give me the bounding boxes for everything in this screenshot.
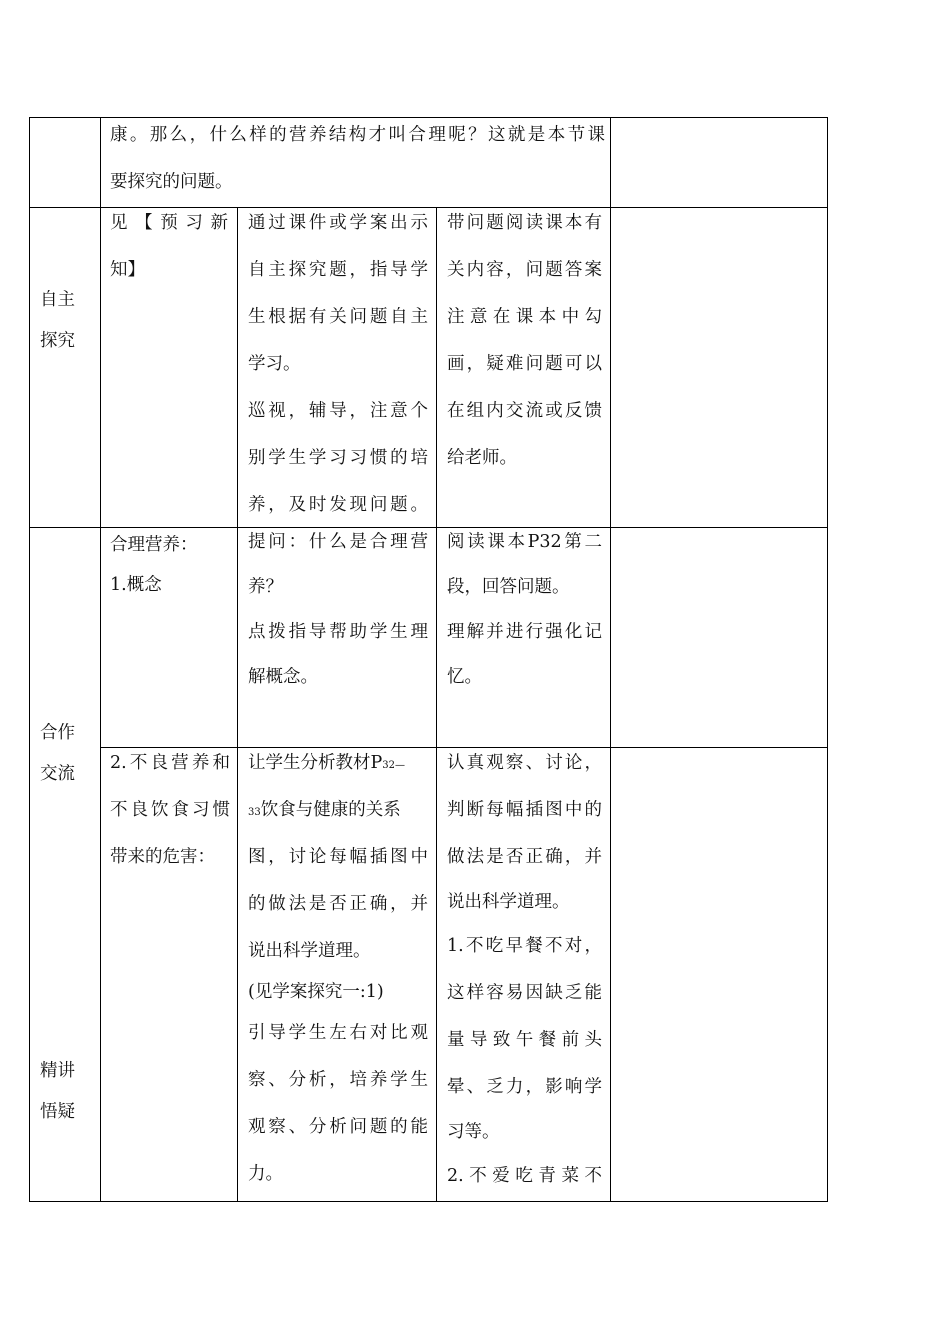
content-line: 带来的危害：	[110, 847, 215, 867]
student-line: 在组内交流或反馈	[447, 401, 602, 421]
student-line: 带问题阅读课本有	[447, 213, 602, 233]
content-line: 见【预习新	[110, 213, 228, 233]
intro-line: 要探究的问题。	[110, 172, 233, 192]
table-border-right	[827, 117, 828, 1202]
label-line: 合作	[40, 723, 75, 743]
student-line: 阅读课本P32第二	[447, 532, 602, 552]
section-label-self-study	[40, 280, 100, 362]
label-line: 交流	[40, 764, 75, 784]
content-line: 2.不良营养和	[110, 753, 230, 773]
teacher-line	[248, 787, 428, 834]
column-divider-1	[100, 117, 101, 1202]
student-line: 做法是否正确，并	[447, 847, 602, 867]
student-line: 注意在课本中勾	[447, 307, 602, 327]
student-line: 给老师。	[447, 448, 517, 468]
section-label-cooperation	[40, 713, 100, 795]
teacher-line: 养，及时发现问题。	[248, 495, 428, 515]
column-divider-2	[237, 207, 238, 1202]
intro-text	[110, 112, 605, 206]
label-line: 探究	[40, 331, 75, 351]
section-label-explanation	[40, 1051, 100, 1133]
student-line: 关内容，问题答案	[447, 260, 602, 280]
student-line: 段，回答问题。	[447, 577, 570, 597]
student-line: 习等。	[447, 1122, 500, 1142]
student-line: 晕、乏力，影响学	[447, 1077, 602, 1097]
student-line: 2.不爱吃青菜不	[447, 1166, 602, 1186]
label-line: 悟疑	[40, 1102, 75, 1122]
teacher-line	[248, 740, 428, 787]
student-activity-cell	[447, 200, 602, 482]
content-line: 知】	[110, 260, 145, 280]
teacher-line: 学习。	[248, 354, 301, 374]
student-line: 画，疑难问题可以	[447, 354, 602, 374]
teacher-text: 让学生分析教材P	[248, 753, 383, 773]
page-range-subscript: 32—	[382, 760, 406, 771]
content-cell	[110, 740, 230, 881]
teacher-line: 引导学生左右对比观	[248, 1023, 428, 1043]
teacher-line: 观察、分析问题的能	[248, 1117, 428, 1137]
teacher-line: 说出科学道理。	[248, 941, 371, 961]
student-line: 量导致午餐前头	[447, 1030, 602, 1050]
student-line: 理解并进行强化记	[447, 622, 602, 642]
student-line: 说出科学道理。	[447, 892, 570, 912]
teacher-line: 养？	[248, 577, 283, 597]
student-line: 1.不吃早餐不对，	[447, 936, 602, 956]
teacher-line: 巡视，辅导，注意个	[248, 401, 428, 421]
teacher-line: 自主探究题，指导学	[248, 260, 428, 280]
student-activity-cell	[447, 520, 602, 700]
table-border-bottom	[29, 1201, 828, 1202]
teacher-line: 提问：什么是合理营	[248, 532, 428, 552]
intro-line: 康。那么，什么样的营养结构才叫合理呢？这就是本节课	[110, 125, 605, 145]
teacher-line: (见学案探究一:1)	[248, 982, 384, 1002]
content-cell	[110, 200, 228, 294]
teacher-line: 通过课件或学案出示	[248, 213, 428, 233]
label-line: 自主	[40, 290, 75, 310]
teacher-activity-cell	[248, 520, 428, 700]
student-line: 这样容易因缺乏能	[447, 983, 602, 1003]
table-border-left	[29, 117, 30, 1202]
student-line: 忆。	[447, 667, 482, 687]
teacher-text: 饮食与健康的关系	[260, 800, 401, 820]
page-range-subscript: 33	[248, 807, 261, 818]
student-line: 判断每幅插图中的	[447, 800, 602, 820]
teacher-activity-cell	[248, 740, 428, 1198]
teacher-line: 力。	[248, 1164, 283, 1184]
student-activity-cell	[447, 740, 602, 1200]
teacher-line: 图，讨论每幅插图中	[248, 847, 428, 867]
column-divider-4	[610, 117, 611, 1202]
content-line: 1.概念	[110, 575, 162, 595]
teacher-line: 察、分析，培养学生	[248, 1070, 428, 1090]
column-divider-3	[436, 207, 437, 1202]
teacher-line: 别学生学习习惯的培	[248, 448, 428, 468]
content-line: 合理营养：	[110, 535, 198, 555]
teacher-activity-cell	[248, 200, 428, 529]
teacher-line: 的做法是否正确，并	[248, 894, 428, 914]
teacher-line: 生根据有关问题自主	[248, 307, 428, 327]
content-line: 不良饮食习惯	[110, 800, 230, 820]
student-line: 认真观察、讨论，	[447, 753, 602, 773]
teacher-line: 点拨指导帮助学生理	[248, 622, 428, 642]
content-cell	[110, 525, 230, 605]
label-line: 精讲	[40, 1061, 75, 1081]
teacher-line: 解概念。	[248, 667, 318, 687]
